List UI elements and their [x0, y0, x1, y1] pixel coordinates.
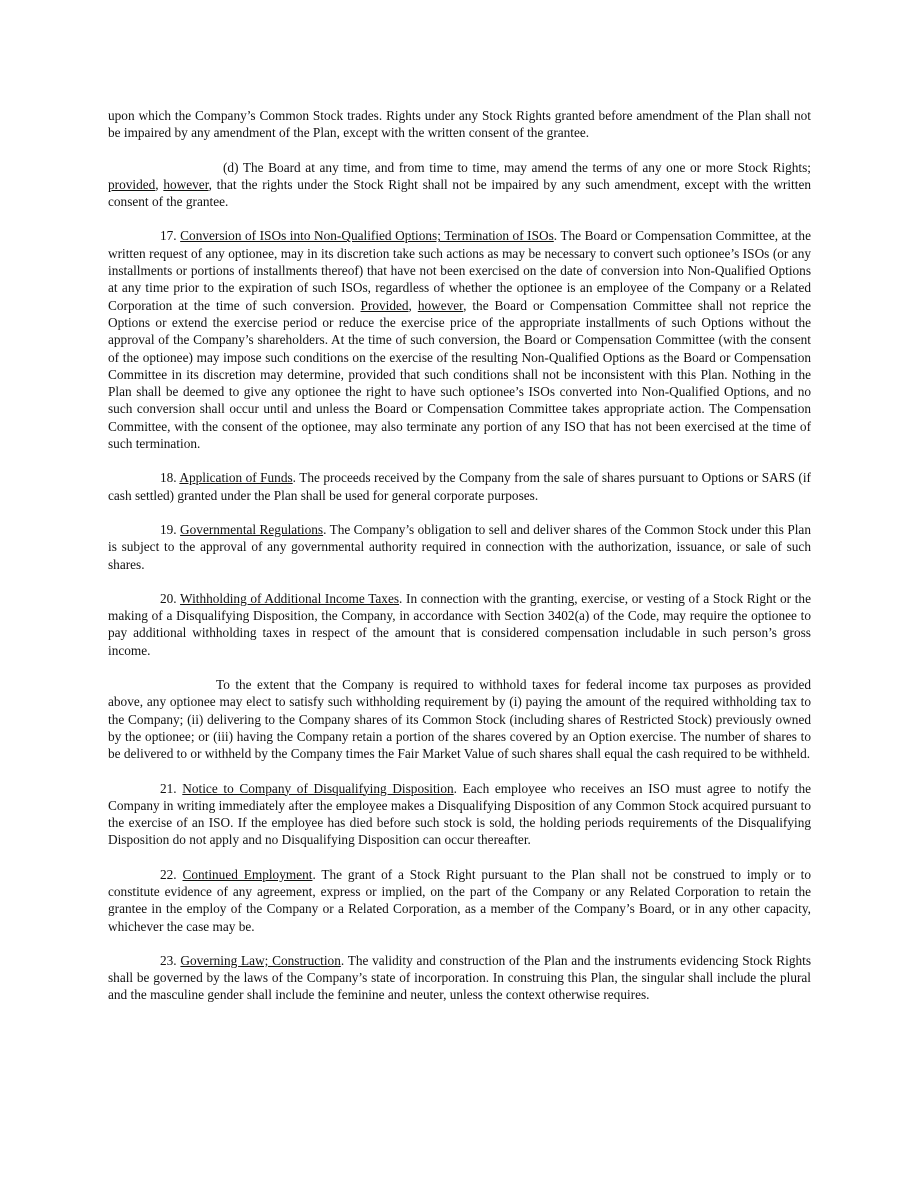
section-20-number: 20. — [160, 590, 181, 606]
section-21-number: 21. — [160, 780, 183, 796]
section-19-number: 19. — [160, 521, 181, 537]
section-22-number: 22. — [160, 866, 183, 882]
section-21-body: . Each employee who receives an ISO must agree to notify the Company in writing immediately after the employee makes a Disqualifying Disposition of any Common Stock acquired pursuant to the exercise of an ISO. If the employee has died before such stock is sold, the holding periods requirements of the Disqualifying Disposition do not apply and no Disqualifying Disposition can occur thereafter. — [108, 780, 811, 848]
section-23-body: . The validity and construction of the Plan and the instruments evidencing Stock Rights shall be governed by the laws of the Company’s state of incorporation. In construing this Plan, the singular shall include the plural and the masculine gender shall include the feminine and neuter, unless the context otherwise requires. — [108, 952, 811, 1003]
section-17-body-part1: . The Board or Compensation Committee, at the written request of any optionee, may in its discretion take such actions as may be necessary to convert such optionee’s ISOs (or any installments or portions of installments thereof) that have not been exercised on the date of conversion into Non-Qualified Options at any time prior to the expiration of such ISOs, regardless of whether the optionee is an employee of the Company or a Related Corporation at the time of such conversion. — [108, 228, 811, 313]
subsection-d-post: , that the rights under the Stock Right shall not be impaired by any such amendment, except with the written consent of the grantee. — [108, 176, 811, 210]
section-18-paragraph — [108, 469, 811, 504]
section-20-continuation-paragraph — [108, 676, 811, 762]
section-17-heading: Conversion of ISOs into Non-Qualified Options; Termination of ISOs — [180, 228, 554, 244]
section-17-body-part2: , the Board or Compensation Committee shall not reprice the Options or extend the exercise period or reduce the exercise price of the appropriate installments of such Options without the approval of the Company’s shareholders. At the time of such conversion, the Board or Compensation Committee (with the consent of the optionee) may impose such conditions on the exercise of the resulting Non-Qualified Options as the Board or Compensation Committee in its discretion may determine, provided that such conditions shall not be inconsistent with this Plan. Nothing in the Plan shall be deemed to give any optionee the right to have such optionee’s ISOs converted into Non-Qualified Options, and no such conversion shall occur until and unless the Board or Compensation Committee takes appropriate action. The Compensation Committee, with the consent of the optionee, may also terminate any portion of any ISO that has not been exercised at the time of such termination. — [108, 297, 811, 452]
section-20-body: . In connection with the granting, exercise, or vesting of a Stock Right or the making of a Disqualifying Disposition, the Company, in accordance with Section 3402(a) of the Code, may require the optionee to pay additional withholding taxes in respect of the amount that is considered compensation includable in such person’s gross income. — [108, 590, 811, 658]
section-23-paragraph — [108, 952, 811, 1004]
section-21-heading: Notice to Company of Disqualifying Disposition — [182, 780, 454, 796]
section-20-heading: Withholding of Additional Income Taxes — [180, 590, 400, 606]
section-22-heading: Continued Employment — [182, 866, 313, 882]
section-17-paragraph — [108, 227, 811, 452]
section-17-number: 17. — [160, 228, 181, 244]
continuation-paragraph — [108, 107, 811, 142]
section-17-provided: Provided — [360, 297, 409, 313]
section-22-body: . The grant of a Stock Right pursuant to the Plan shall not be construed to imply or to constitute evidence of any agreement, express or implied, on the part of the Company or any Related Corporation to retain the grantee in the employ of the Company or a Related Corporation, as a member of the Company’s Board, or in any other capacity, whichever the case may be. — [108, 866, 811, 934]
section-19-heading: Governmental Regulations — [180, 521, 324, 537]
subsection-d-paragraph — [108, 159, 811, 211]
section-21-paragraph — [108, 780, 811, 849]
section-18-heading: Application of Funds — [179, 470, 293, 486]
section-20-paragraph — [108, 590, 811, 659]
subsection-d-provided: provided — [108, 176, 156, 192]
section-23-heading: Governing Law; Construction — [180, 952, 341, 968]
continuation-text: upon which the Company’s Common Stock trades. Rights under any Stock Rights granted before amendment of the Plan shall not be impaired by any amendment of the Plan, except with the written consent of the grantee. — [108, 108, 811, 141]
section-19-body: . The Company’s obligation to sell and deliver shares of the Common Stock under this Plan is subject to the approval of any governmental authority required in connection with the authorization, issuance, or sale of such shares. — [108, 521, 811, 572]
section-23-number: 23. — [160, 952, 181, 968]
section-18-number: 18. — [160, 470, 180, 486]
section-17-however: however — [417, 297, 464, 313]
section-20-continuation-text: To the extent that the Company is required to withhold taxes for federal income tax purposes as provided above, any optionee may elect to satisfy such withholding requirement by (i) paying the amount of the required withholding tax to the Company; (ii) delivering to the Company shares of its Common Stock (including shares of Restricted Stock) previously owned by the optionee; or (iii) having the Company retain a portion of the shares covered by an Option exercise. The number of shares to be delivered to or withheld by the Company times the Fair Market Value of such shares shall equal the cash required to be withheld. — [108, 677, 811, 762]
subsection-d-pre: (d) The Board at any time, and from time to time, may amend the terms of any one or more Stock Rights; — [223, 159, 811, 175]
section-22-paragraph — [108, 866, 811, 935]
section-19-paragraph — [108, 521, 811, 573]
subsection-d-however: however — [163, 176, 209, 192]
section-17-mid: , — [408, 297, 418, 313]
subsection-d-mid: , — [155, 176, 164, 192]
section-18-body: . The proceeds received by the Company from the sale of shares pursuant to Options or SARS (if cash settled) granted under the Plan shall be used for general corporate purposes. — [108, 470, 811, 503]
